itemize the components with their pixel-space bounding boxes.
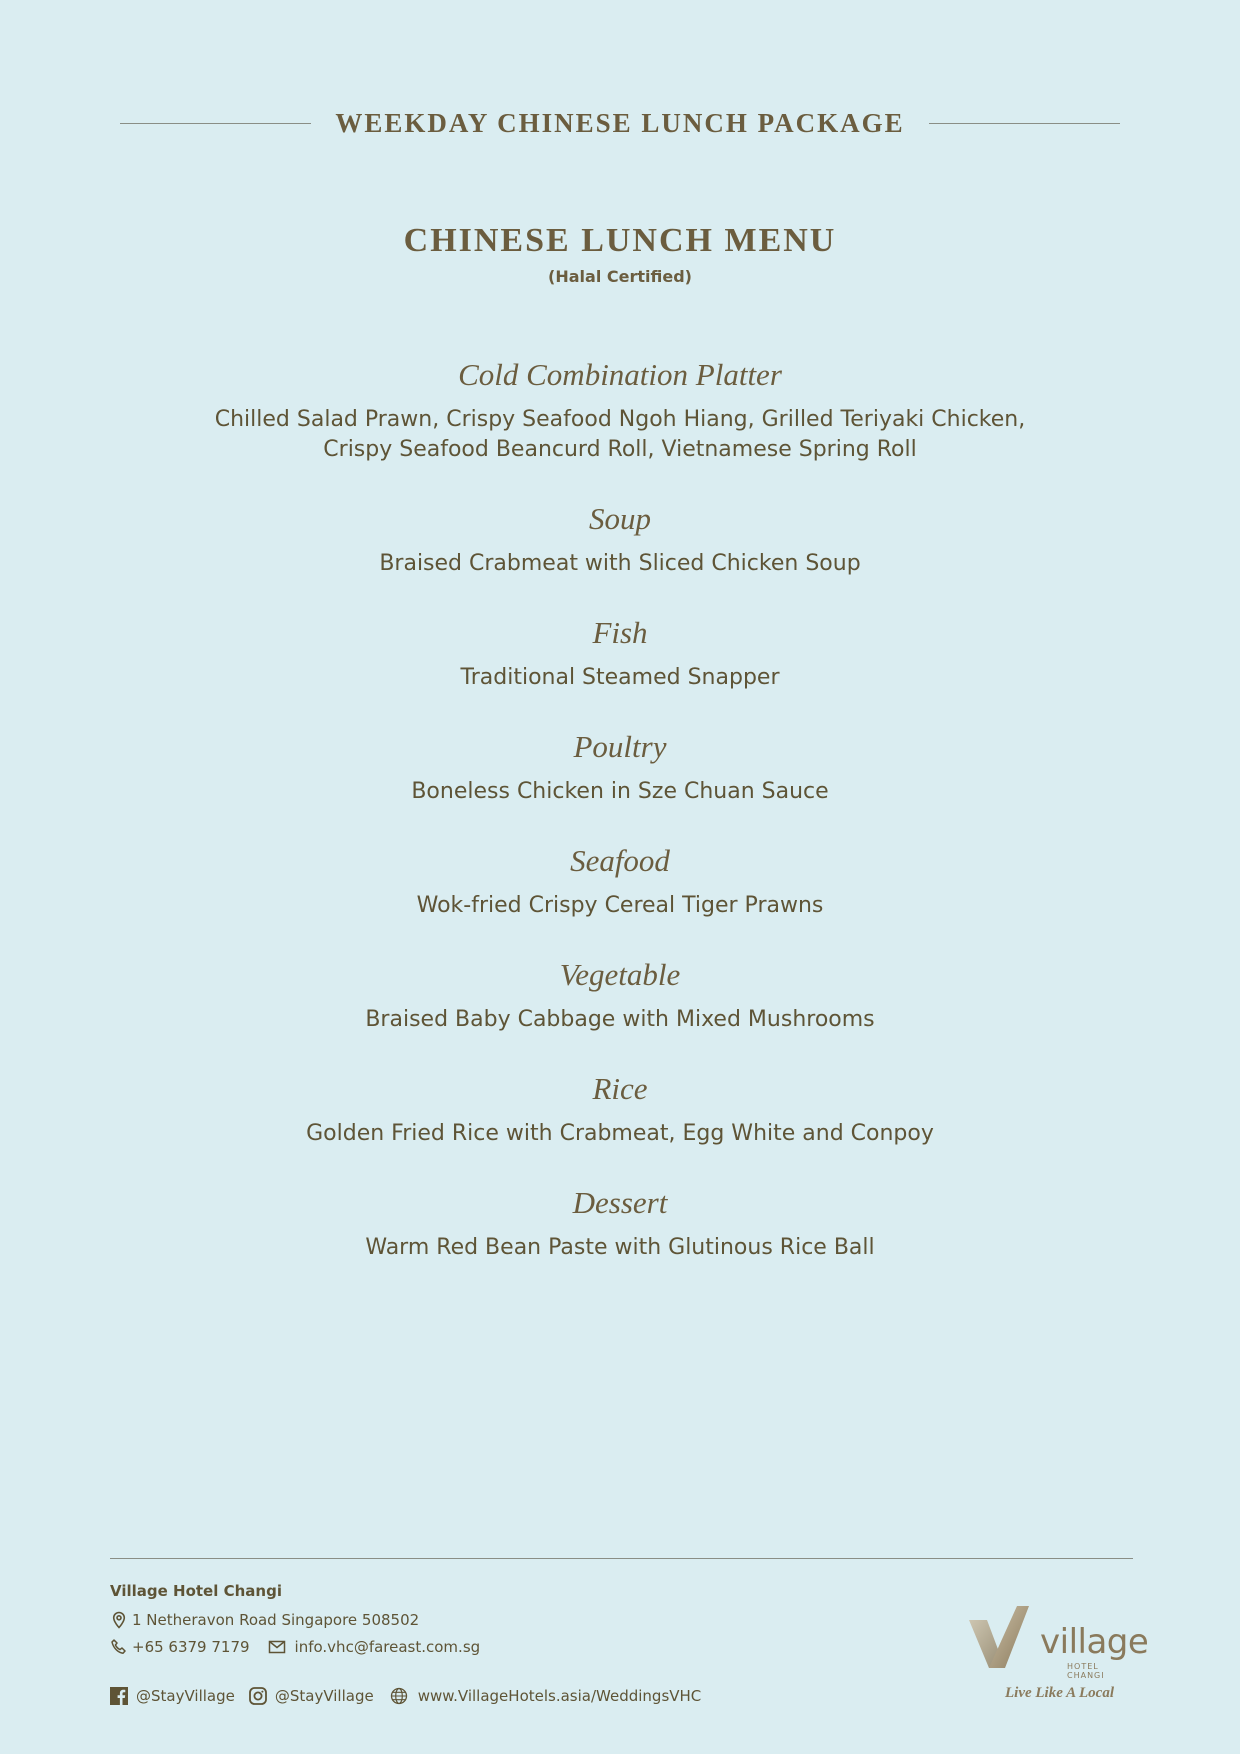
course-name: Poultry — [573, 729, 667, 764]
course-rice — [0, 1069, 1240, 1149]
course-dessert — [0, 1183, 1240, 1263]
address-text: 1 Netheravon Road Singapore 508502 — [132, 1610, 420, 1629]
instagram-link[interactable]: @StayVillage — [274, 1686, 374, 1705]
social-row — [110, 1682, 810, 1709]
facebook-icon — [110, 1687, 128, 1705]
course-dishes: Warm Red Bean Paste with Glutinous Rice Ball — [365, 1235, 875, 1260]
course-vegetable — [0, 955, 1240, 1035]
course-dishes — [0, 405, 1240, 465]
course-list — [0, 355, 1240, 1263]
course-dishes: Braised Baby Cabbage with Mixed Mushrooms — [365, 1007, 875, 1032]
course-name: Seafood — [570, 843, 670, 878]
course-name: Vegetable — [559, 957, 681, 992]
course-dishes: Braised Crabmeat with Sliced Chicken Soup — [379, 551, 861, 576]
village-logo — [965, 1600, 1149, 1710]
course-fish — [0, 613, 1240, 693]
package-title: WEEKDAY CHINESE LUNCH PACKAGE — [335, 108, 905, 138]
page-header — [120, 108, 1120, 139]
header-rule-right — [929, 123, 1120, 124]
course-name: Dessert — [572, 1185, 668, 1220]
footer-contact — [110, 1582, 810, 1709]
location-pin-icon — [110, 1611, 128, 1629]
course-cold-platter — [0, 355, 1240, 465]
menu-subtitle: (Halal Certified) — [548, 267, 692, 286]
course-seafood — [0, 841, 1240, 921]
course-name: Fish — [592, 615, 648, 650]
course-dishes: Boneless Chicken in Sze Chuan Sauce — [411, 779, 829, 804]
course-name: Rice — [592, 1071, 648, 1106]
email-link[interactable]: info.vhc@fareast.com.sg — [294, 1637, 481, 1656]
globe-icon — [390, 1687, 408, 1705]
course-name: Soup — [589, 501, 651, 536]
mail-icon — [268, 1638, 286, 1656]
address-row — [110, 1606, 810, 1633]
footer-divider — [110, 1558, 1133, 1559]
village-v-mark-icon — [967, 1604, 1033, 1676]
dish-line: Crispy Seafood Beancurd Roll, Vietnamese Spring Roll — [323, 437, 917, 462]
logo-tagline: Live Like A Local — [1005, 1685, 1114, 1701]
course-name: Cold Combination Platter — [458, 357, 782, 392]
phone-email-row — [110, 1633, 810, 1660]
facebook-link[interactable]: @StayVillage — [136, 1686, 235, 1705]
logo-wordmark: village — [1040, 1622, 1149, 1662]
hotel-name: Village Hotel Changi — [110, 1582, 282, 1600]
course-poultry — [0, 727, 1240, 807]
course-dishes: Traditional Steamed Snapper — [460, 665, 780, 690]
header-rule-left — [120, 123, 311, 124]
website-link[interactable]: www.VillageHotels.asia/WeddingsVHC — [417, 1686, 702, 1705]
dish-line: Chilled Salad Prawn, Crispy Seafood Ngoh Hiang, Grilled Teriyaki Chicken, — [214, 407, 1026, 432]
phone-link[interactable]: +65 6379 7179 — [132, 1637, 250, 1656]
course-dishes: Wok-fried Crispy Cereal Tiger Prawns — [416, 893, 824, 918]
course-soup — [0, 499, 1240, 579]
logo-subtitle: HOTEL CHANGI — [1067, 1662, 1105, 1680]
instagram-icon — [249, 1687, 267, 1705]
phone-icon — [110, 1638, 128, 1656]
course-dishes: Golden Fried Rice with Crabmeat, Egg White and Conpoy — [306, 1121, 934, 1146]
menu-title: CHINESE LUNCH MENU — [403, 222, 837, 259]
